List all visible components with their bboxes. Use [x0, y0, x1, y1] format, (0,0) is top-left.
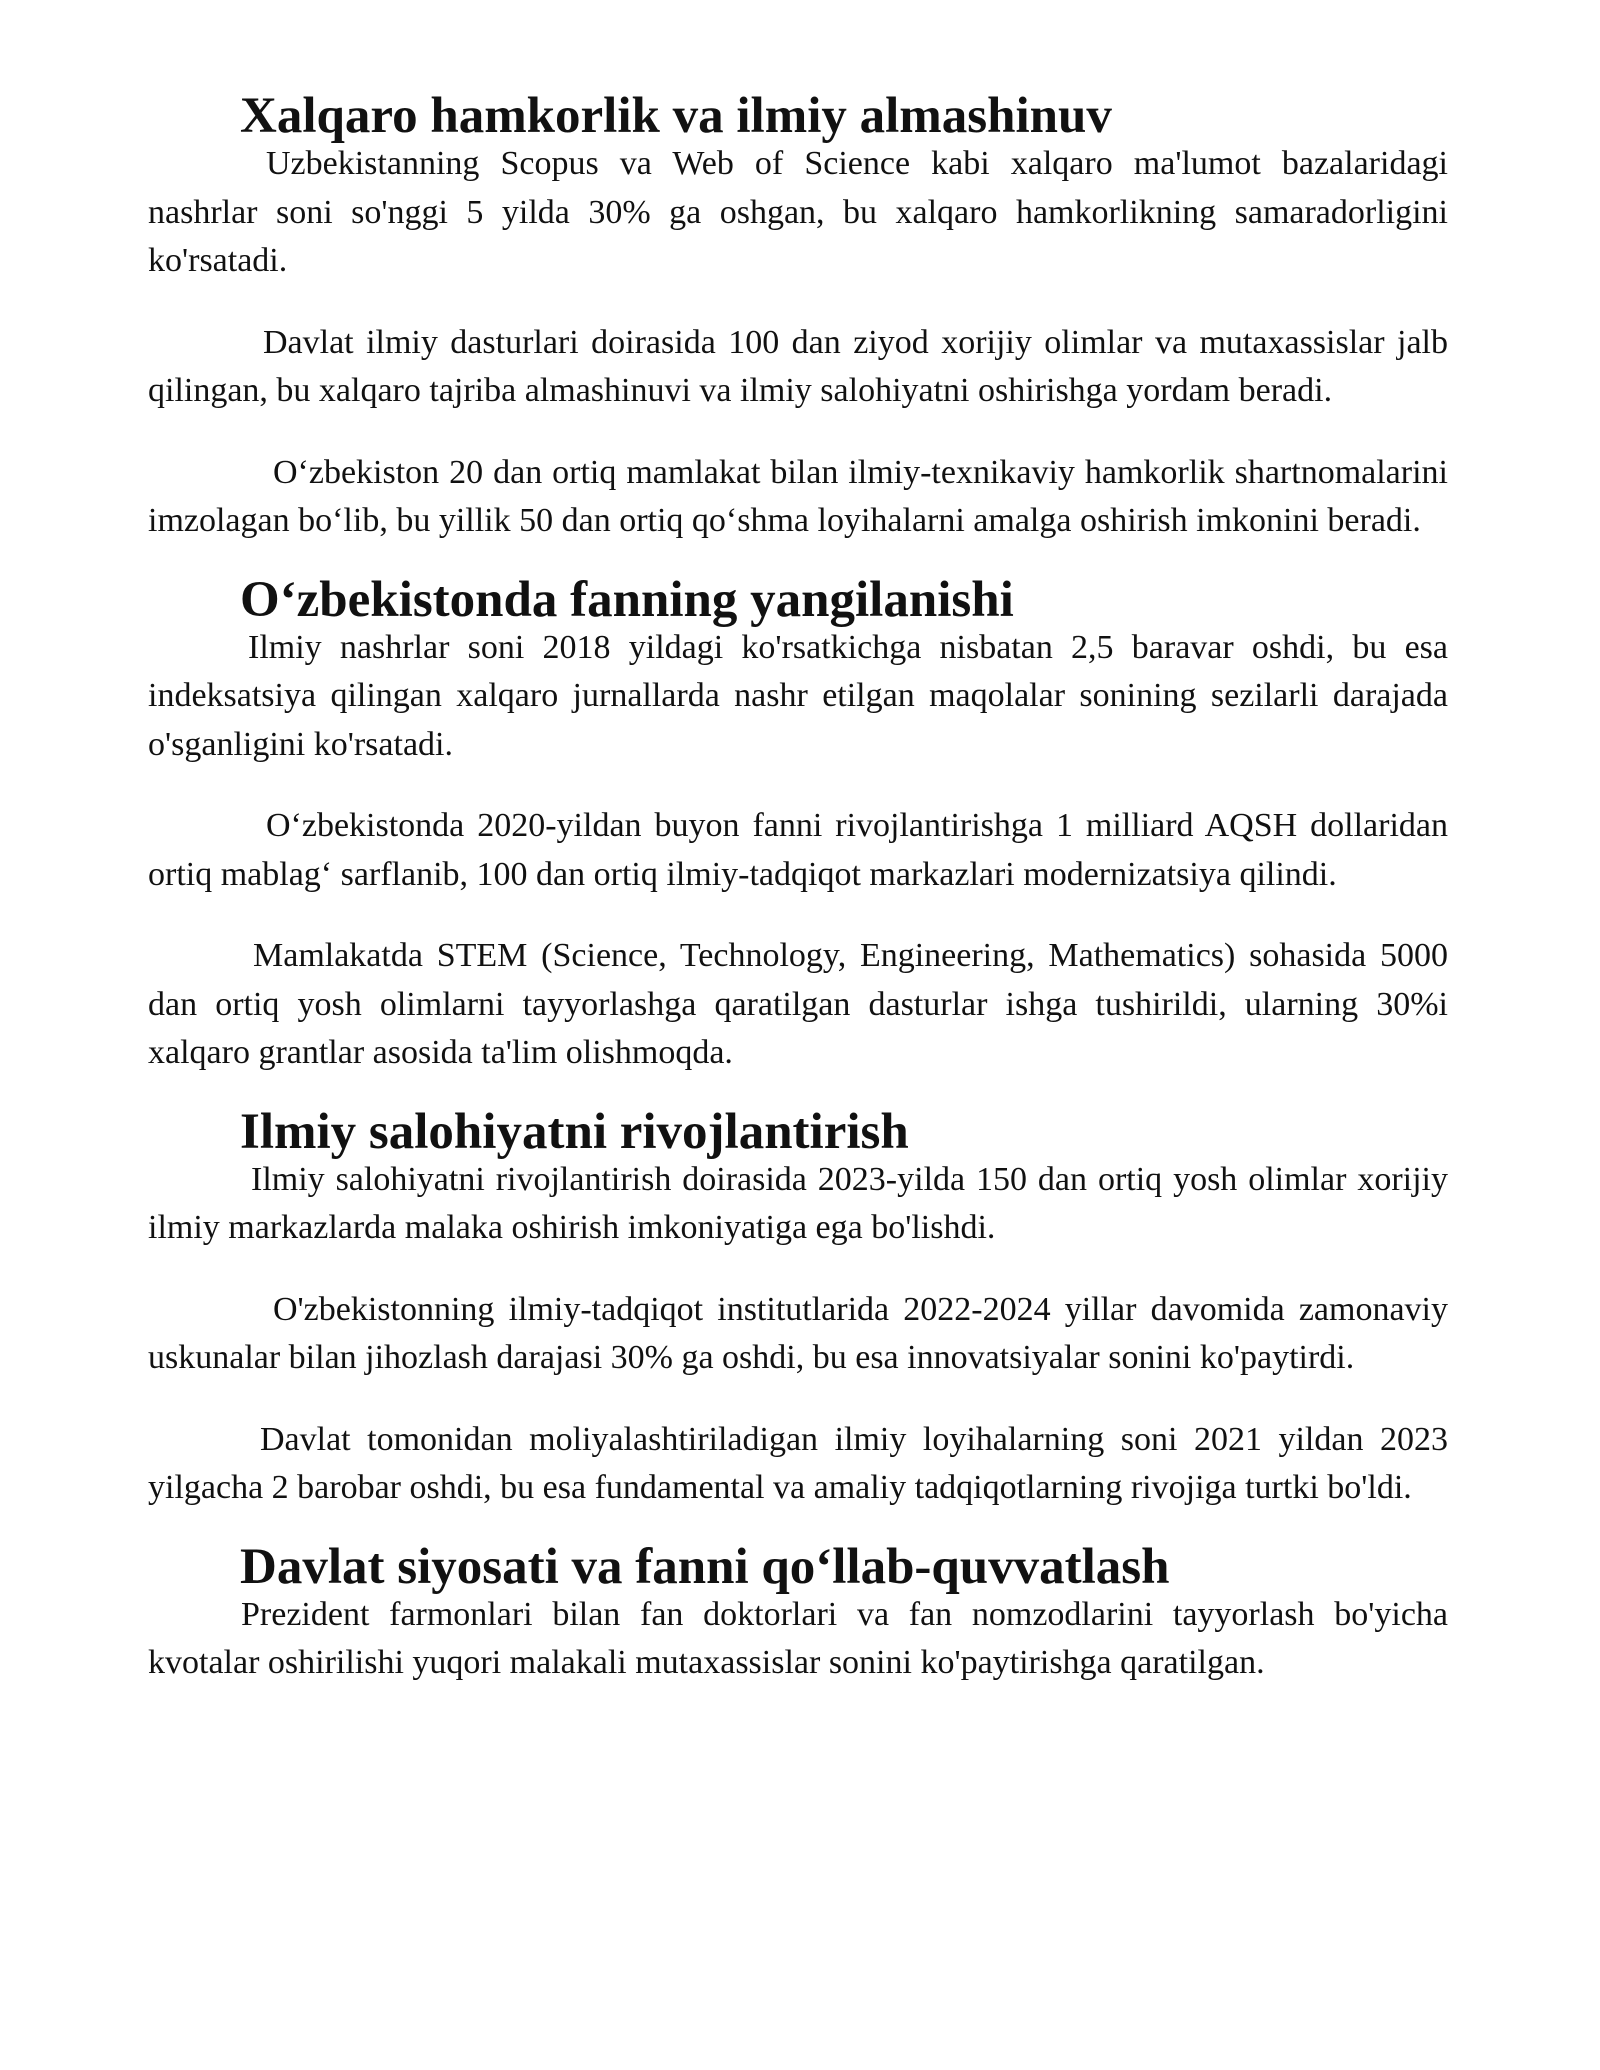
section-heading: Xalqaro hamkorlik va ilmiy almashinuv: [240, 88, 1112, 144]
paragraph: Ilmiy salohiyatni rivojlantirish doirasida 2023-yilda 150 dan ortiq yosh olimlar xorijiy ilmiy markazlarda malaka oshirish imkoniyatiga ega bo'lishdi.: [148, 1160, 1448, 1246]
paragraph: Mamlakatda STEM (Science, Technology, Engineering, Mathematics) sohasida 5000 dan ortiq yosh olimlarni tayyorlashga qaratilgan dasturlar ishga tushirildi, ularning 30%i xalqaro grantlar asosida ta'lim olishmoqda.: [148, 937, 1448, 1071]
paragraph: Davlat ilmiy dasturlari doirasida 100 dan ziyod xorijiy olimlar va mutaxassislar jalb qilingan, bu xalqaro tajriba almashinuvi va ilmiy salohiyatni oshirishga yordam beradi.: [148, 323, 1448, 409]
section-heading: O‘zbekistonda fanning yangilanishi: [240, 571, 1014, 628]
paragraph: Davlat tomonidan moliyalashtiriladigan ilmiy loyihalarning soni 2021 yildan 2023 yilgacha 2 barobar oshdi, bu esa fundamental va amaliy tadqiqotlarning rivojiga turtki bo'ldi.: [148, 1420, 1448, 1506]
paragraph: O‘zbekiston 20 dan ortiq mamlakat bilan ilmiy-texnikaviy hamkorlik shartnomalarini imzolagan bo‘lib, bu yillik 50 dan ortiq qo‘shma loyihalarni amalga oshirish imkonini beradi.: [148, 453, 1448, 539]
paragraph: Prezident farmonlari bilan fan doktorlari va fan nomzodlarini tayyorlash bo'yicha kvotalar oshirilishi yuqori malakali mutaxassislar sonini ko'paytirishga qaratilgan.: [148, 1595, 1448, 1681]
paragraph: O'zbekistonning ilmiy-tadqiqot institutlarida 2022-2024 yillar davomida zamonaviy uskunalar bilan jihozlash darajasi 30% ga oshdi, bu esa innovatsiyalar sonini ko'paytirdi.: [148, 1290, 1448, 1376]
paragraph: Ilmiy nashrlar soni 2018 yildagi ko'rsatkichga nisbatan 2,5 baravar oshdi, bu esa indeksatsiya qilingan xalqaro jurnallarda nashr etilgan maqolalar sonining sezilarli darajada o'sganligini ko'rsatadi.: [148, 628, 1448, 763]
section-science-renewal: [148, 571, 1448, 1078]
section-international-cooperation: [148, 88, 1448, 546]
document-page: [148, 88, 1448, 1688]
section-scientific-potential: [148, 1103, 1448, 1513]
paragraph: Uzbekistanning Scopus va Web of Science kabi xalqaro ma'lumot bazalaridagi nashrlar soni so'nggi 5 yilda 30% ga oshgan, bu xalqaro hamkorlikning samaradorligini ko'rsatadi.: [148, 145, 1448, 279]
section-heading: Davlat siyosati va fanni qo‘llab-quvvatlash: [240, 1538, 1170, 1595]
section-heading: Ilmiy salohiyatni rivojlantirish: [240, 1103, 909, 1160]
paragraph: O‘zbekistonda 2020-yildan buyon fanni rivojlantirishga 1 milliard AQSH dollaridan ortiq mablag‘ sarflanib, 100 dan ortiq ilmiy-tadqiqot markazlari modernizatsiya qilindi.: [148, 807, 1448, 893]
section-state-policy: [148, 1538, 1448, 1688]
